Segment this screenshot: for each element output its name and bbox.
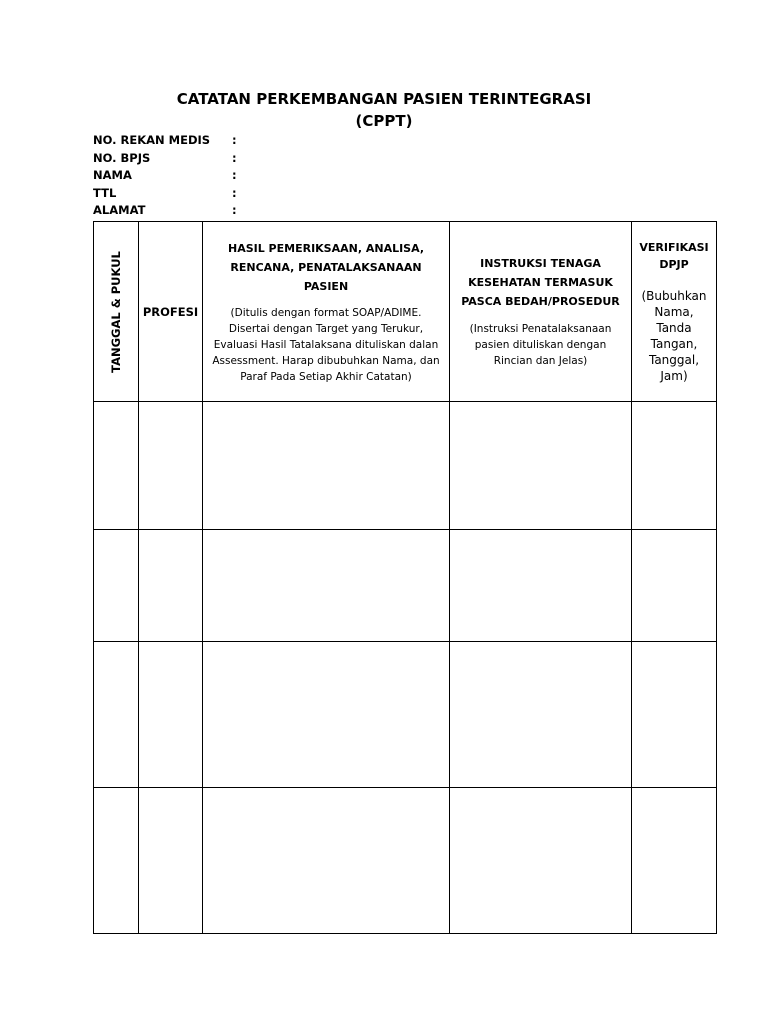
header-date-time — [94, 222, 139, 402]
cell-date-time[interactable] — [94, 402, 139, 530]
cell-date-time[interactable] — [94, 642, 139, 788]
cppt-table — [93, 221, 717, 934]
cell-instructions[interactable] — [450, 788, 632, 934]
form-subtitle: (CPPT) — [355, 112, 413, 130]
header-verification-title-2: DPJP — [659, 258, 689, 271]
info-label: NAMA — [93, 168, 132, 182]
info-colon: : — [232, 186, 237, 200]
header-profession-label: PROFESI — [142, 304, 199, 319]
header-verification-note-2: Nama, — [654, 305, 694, 319]
info-label: TTL — [93, 186, 117, 200]
header-instructions-note-1: (Instruksi Penatalaksanaan — [469, 323, 612, 335]
header-instructions-title-2: KESEHATAN TERMASUK — [468, 276, 613, 289]
cell-instructions[interactable] — [450, 402, 632, 530]
cell-results[interactable] — [203, 788, 450, 934]
info-colon: : — [232, 203, 237, 217]
header-verification-note-5: Tanggal, — [648, 353, 700, 367]
info-label: NO. REKAN MEDIS — [93, 133, 211, 147]
cell-verification[interactable] — [632, 788, 717, 934]
header-results-title-1: HASIL PEMERIKSAAN, ANALISA, — [227, 241, 424, 255]
table-header-row — [94, 222, 717, 402]
cell-verification[interactable] — [632, 402, 717, 530]
header-verification-note-6: Jam) — [660, 369, 688, 383]
header-instructions-note-2: pasien dituliskan dengan — [474, 339, 607, 351]
header-instructions — [450, 222, 632, 402]
cell-profession[interactable] — [139, 788, 203, 934]
header-results-note-4: Assessment. Harap dibubuhkan Nama, dan — [212, 354, 440, 367]
info-label: NO. BPJS — [93, 151, 151, 165]
header-verification-note-1: (Bubuhkan — [641, 289, 707, 303]
cell-profession[interactable] — [139, 402, 203, 530]
header-results-note-1: (Ditulis dengan format SOAP/ADIME. — [230, 306, 422, 319]
info-colon: : — [232, 168, 237, 182]
header-instructions-title-1: INSTRUKSI TENAGA — [480, 257, 601, 270]
header-profession — [139, 222, 203, 402]
cell-instructions[interactable] — [450, 530, 632, 642]
header-results — [203, 222, 450, 402]
header-verification — [632, 222, 717, 402]
header-results-title-2: RENCANA, PENATALAKSANAAN PASIEN — [230, 260, 422, 293]
table-row — [94, 530, 717, 642]
info-colon: : — [232, 133, 237, 147]
header-date-time-label: TANGGAL & PUKUL — [109, 250, 123, 373]
table-row — [94, 788, 717, 934]
table-row — [94, 402, 717, 530]
cell-verification[interactable] — [632, 530, 717, 642]
cell-instructions[interactable] — [450, 642, 632, 788]
header-results-note-3: Evaluasi Hasil Tatalaksana dituliskan dalan — [213, 338, 439, 351]
cell-date-time[interactable] — [94, 530, 139, 642]
cell-profession[interactable] — [139, 642, 203, 788]
header-results-note-2: Disertai dengan Target yang Terukur, — [228, 322, 424, 335]
header-instructions-note-3: Rincian dan Jelas) — [493, 355, 588, 367]
header-verification-title-1: VERIFIKASI — [639, 241, 709, 254]
header-verification-note-4: Tangan, — [650, 337, 698, 351]
cell-profession[interactable] — [139, 530, 203, 642]
cell-verification[interactable] — [632, 642, 717, 788]
cell-results[interactable] — [203, 402, 450, 530]
header-verification-note-3: Tanda — [656, 321, 692, 335]
header-results-note-5: Paraf Pada Setiap Akhir Catatan) — [240, 370, 412, 383]
info-label: ALAMAT — [93, 203, 146, 217]
header-instructions-title-3: PASCA BEDAH/PROSEDUR — [461, 295, 620, 308]
cell-results[interactable] — [203, 642, 450, 788]
form-title: CATATAN PERKEMBANGAN PASIEN TERINTEGRASI — [176, 90, 592, 108]
cell-results[interactable] — [203, 530, 450, 642]
cell-date-time[interactable] — [94, 788, 139, 934]
info-colon: : — [232, 151, 237, 165]
table-row — [94, 642, 717, 788]
